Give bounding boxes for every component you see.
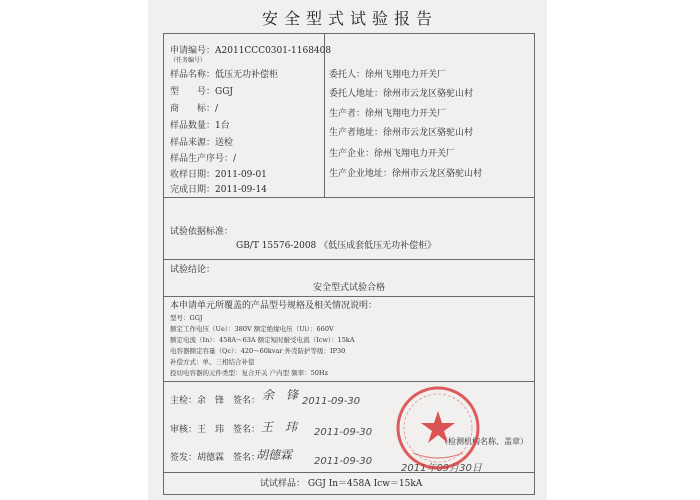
client-value: 徐州飞翔电力开关厂 [365, 70, 447, 80]
stamp-date: 2011年09月30日 [401, 463, 482, 474]
conclusion-label: 试验结论： [170, 265, 216, 275]
client-addr-label: 委托人地址： [329, 89, 384, 99]
coverage-line: 型号：GGJ [170, 314, 203, 322]
factory-addr-row [329, 168, 482, 180]
basis-value: GB/T 15576-2008 《低压成套低压无功补偿柜》 [236, 241, 437, 251]
producer-addr-value: 徐州市云龙区骆驼山村 [383, 128, 474, 138]
divider-coverage [164, 296, 534, 297]
client-addr-value: 徐州市云龙区骆驼山村 [383, 89, 474, 99]
app-no-label: 申请编号： [170, 46, 216, 56]
finish-value: 2011-09-14 [215, 185, 267, 195]
report-title: 安全型式试验报告 [261, 9, 438, 28]
chief-row [170, 395, 260, 407]
conclusion-value: 安全型式试验合格 [312, 283, 385, 293]
client-row [329, 69, 446, 81]
receive-value: 2011-09-01 [215, 170, 267, 180]
footer-text: 试试样品： GGJ In＝458A Icw＝15kA [260, 479, 423, 489]
stamp-caption: （检测机构名称、盖章） [440, 437, 528, 446]
review-label: 审核： [170, 425, 198, 435]
receive-row [170, 169, 267, 181]
sample-name-value: 低压无功补偿柜 [215, 70, 279, 80]
approve-row [170, 452, 260, 464]
qty-value: 1台 [215, 121, 230, 131]
factory-addr-value: 徐州市云龙区骆驼山村 [392, 169, 483, 179]
chief-label: 主检： [170, 396, 198, 406]
approve-date: 2011-09-30 [314, 456, 373, 467]
sample-name-row [170, 69, 278, 81]
chief-signature: 余 锋 [262, 388, 299, 402]
prod-date-row [170, 153, 236, 165]
coverage-title: 本申请单元所覆盖的产品型号规格及相关情况说明： [170, 301, 378, 311]
chief-name: 余 锋 [197, 396, 225, 406]
receive-label: 收样日期： [170, 170, 216, 180]
divider-conclusion [164, 259, 534, 260]
prod-date-label: 样品生产序号： [170, 154, 234, 164]
coverage-line: 额定电流（In）：458A～63A 额定短时耐受电流（Icw）：15kA [170, 336, 355, 344]
coverage-line: 投切电容器的元件类型：复合开关 户内型 频率：50Hz [170, 369, 328, 377]
model-label: 型 号： [170, 87, 216, 97]
producer-addr-row [329, 127, 473, 139]
factory-label: 生产企业： [329, 149, 375, 159]
producer-addr-label: 生产者地址： [329, 128, 384, 138]
app-no-sub: （任务编号） [170, 57, 207, 64]
approve-signature: 胡德霖 [256, 448, 293, 462]
client-addr-row [329, 88, 473, 100]
approve-sign-label: 签名： [233, 453, 261, 463]
finish-row [170, 184, 267, 196]
finish-label: 完成日期： [170, 185, 216, 195]
basis-label: 试验依据标准： [170, 227, 234, 237]
coverage-line: 电容器额定容量（Qc）：420～60kvar 外壳防护等级：IP30 [170, 347, 346, 355]
qty-label: 样品数量： [170, 121, 216, 131]
source-row [170, 137, 233, 149]
source-value: 送检 [215, 138, 234, 148]
factory-value: 徐州飞翔电力开关厂 [374, 149, 456, 159]
review-name: 王 玮 [197, 425, 225, 435]
sample-name-label: 样品名称： [170, 70, 216, 80]
producer-value: 徐州飞翔电力开关厂 [365, 109, 447, 119]
brand-row [170, 103, 218, 115]
producer-row [329, 108, 446, 120]
review-signature: 王 玮 [261, 420, 298, 434]
column-divider [324, 34, 325, 197]
review-date: 2011-09-30 [314, 427, 373, 438]
review-row [170, 424, 260, 436]
prod-date-value: / [233, 154, 237, 164]
approve-name: 胡德霖 [197, 453, 225, 463]
brand-value: / [215, 104, 219, 114]
model-value: GGJ [215, 87, 234, 97]
factory-row [329, 148, 455, 160]
approve-label: 签发： [170, 453, 198, 463]
app-no-row [170, 45, 331, 57]
chief-date: 2011-09-30 [302, 396, 361, 407]
app-no-value: A2011CCC0301-1168408 [215, 46, 332, 56]
divider-signatures [164, 381, 534, 382]
chief-sign-label: 签名： [233, 396, 261, 406]
producer-label: 生产者： [329, 109, 366, 119]
factory-addr-label: 生产企业地址： [329, 169, 393, 179]
divider-basis [164, 197, 534, 198]
source-label: 样品来源： [170, 138, 216, 148]
client-label: 委托人： [329, 70, 366, 80]
qty-row [170, 120, 230, 132]
review-sign-label: 签名： [233, 425, 261, 435]
brand-label: 商 标： [170, 104, 216, 114]
coverage-line: 额定工作电压（Ue）：380V 额定绝缘电压（Ui）：660V [170, 325, 334, 333]
model-row [170, 86, 233, 98]
official-seal-icon [393, 383, 483, 473]
coverage-line: 补偿方式：单、三相结合补偿 [170, 358, 255, 366]
